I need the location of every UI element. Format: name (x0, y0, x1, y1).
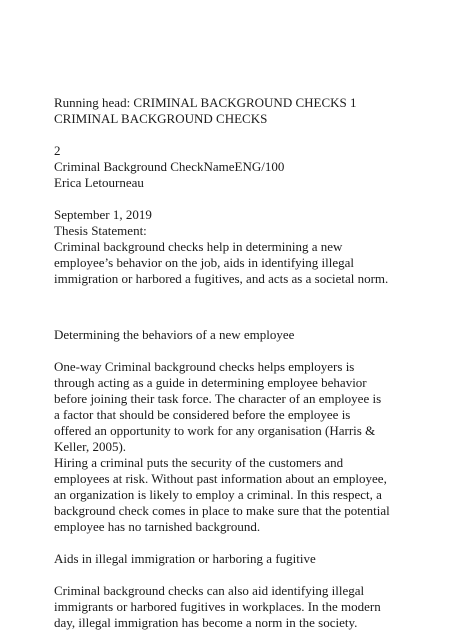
paragraph-line: background check comes in place to make sure that the potential (54, 503, 390, 518)
paragraph-line: a factor that should be considered before the employee is (54, 407, 351, 422)
paragraph-line: immigrants or harbored fugitives in workplaces. In the modern (54, 599, 381, 614)
paragraph-line: employee has no tarnished background. (54, 519, 261, 534)
page-number: 2 (54, 143, 61, 158)
paragraph-line: offered an opportunity to work for any organisation (Harris & (54, 423, 376, 438)
course-line: Criminal Background CheckNameENG/100 (54, 159, 285, 174)
paragraph-line: Hiring a criminal puts the security of the customers and (54, 455, 344, 470)
spacer (54, 311, 426, 327)
paragraph-line: through acting as a guide in determining employee behavior (54, 375, 367, 390)
spacer (54, 343, 426, 359)
author-name: Erica Letourneau (54, 175, 144, 190)
paragraph-line: One-way Criminal background checks helps employers is (54, 359, 355, 374)
paragraph-line: day, illegal immigration has become a norm in the society. (54, 615, 358, 630)
document-title: CRIMINAL BACKGROUND CHECKS (54, 111, 268, 126)
spacer (54, 535, 426, 551)
thesis-line: Criminal background checks help in determining a new (54, 239, 343, 254)
spacer (54, 127, 426, 143)
section-heading: Aids in illegal immigration or harboring a fugitive (54, 551, 316, 566)
paragraph-line: Criminal background checks can also aid identifying illegal (54, 583, 365, 598)
running-head: Running head: CRIMINAL BACKGROUND CHECKS 1 (54, 95, 357, 110)
section-heading: Determining the behaviors of a new employee (54, 327, 295, 342)
paragraph-line: an organization is likely to employ a criminal. In this respect, a (54, 487, 382, 502)
paragraph-line: before joining their task force. The character of an employee is (54, 391, 382, 406)
spacer (54, 287, 426, 311)
paragraph-line: Keller, 2005). (54, 439, 127, 454)
paragraph-line: employees at risk. Without past information about an employee, (54, 471, 387, 486)
document-body (54, 95, 426, 631)
spacer (54, 191, 426, 207)
thesis-line: immigration or harbored a fugitives, and acts as a societal norm. (54, 271, 389, 286)
thesis-label: Thesis Statement: (54, 223, 147, 238)
document-date: September 1, 2019 (54, 207, 152, 222)
spacer (54, 567, 426, 583)
thesis-line: employee’s behavior on the job, aids in identifying illegal (54, 255, 355, 270)
